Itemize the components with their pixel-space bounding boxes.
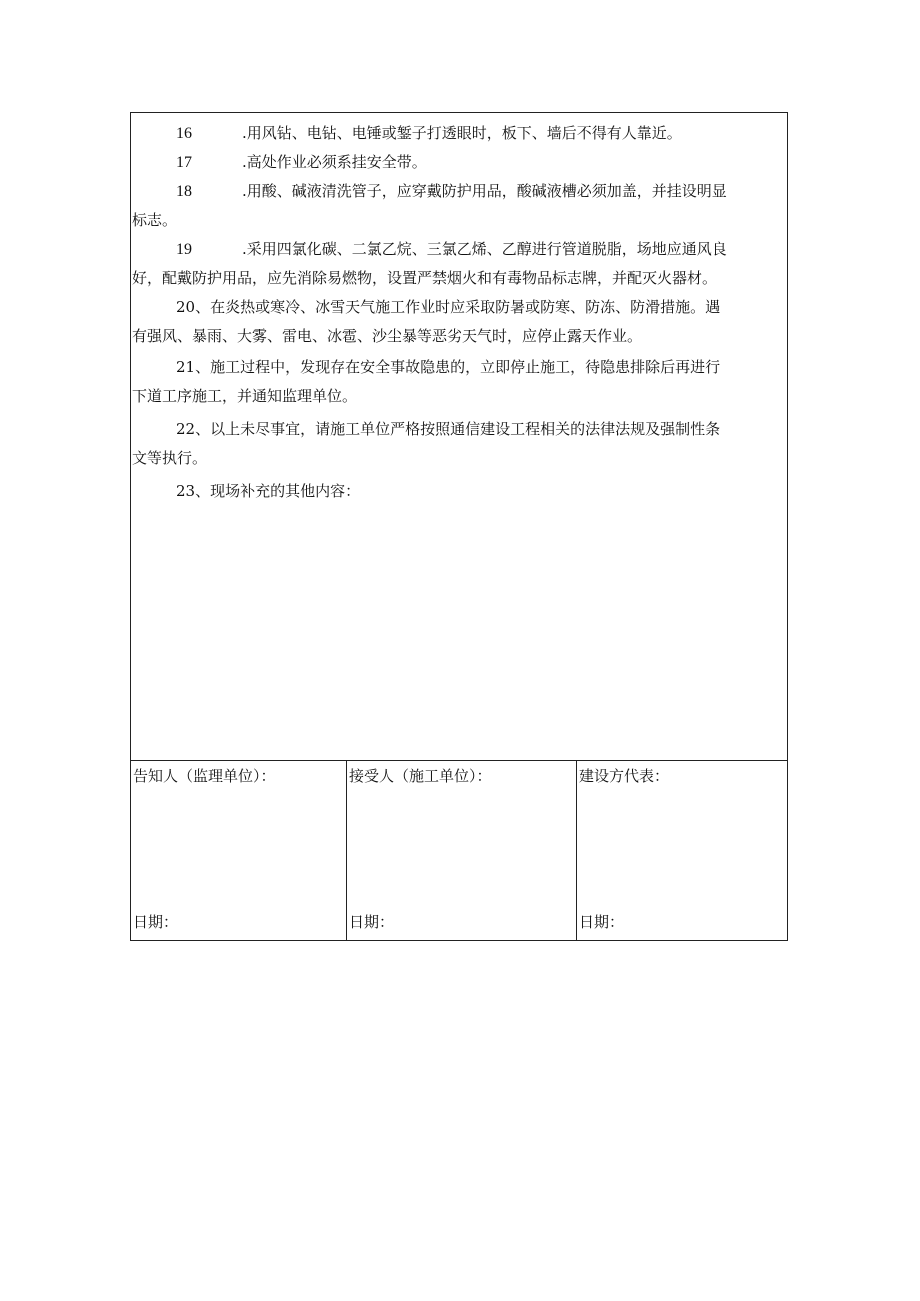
clause-text: .用酸、碱液清洗管子，应穿戴防护用品，酸碱液槽必须加盖，并挂设明显 [242,182,727,200]
owner-label: 建设方代表： [579,767,670,785]
paragraph-23 [131,477,787,506]
paragraph-text-continued: 有强风、暴雨、大雾、雷电、冰雹、沙尘暴等恶劣天气时，应停止露天作业。 [132,327,643,345]
clause-text: .采用四氯化碳、二氯乙烷、三氯乙烯、乙醇进行管道脱脂，场地应通风良 [242,240,727,258]
clauses-cell [131,113,787,761]
clause-16 [131,119,787,148]
paragraph-text-continued: 文等执行。 [132,449,208,467]
paragraph-text: 23、现场补充的其他内容： [176,482,361,500]
clause-number: 18 [176,183,192,200]
clause-18 [131,177,787,235]
clause-number: 16 [176,125,192,142]
paragraph-text: 22、以上未尽事宜，请施工单位严格按照通信建设工程相关的法律法规及强制性条 [176,420,721,438]
receiver-cell [347,761,577,940]
paragraph-21 [131,353,787,411]
notifier-date-label: 日期： [133,913,179,931]
owner-date-label: 日期： [579,913,625,931]
clause-19 [131,235,787,293]
clause-text-continued: 标志。 [132,211,178,229]
clause-text: .高处作业必须系挂安全带。 [242,153,427,171]
notifier-label: 告知人（监理单位）： [133,767,276,785]
paragraph-text-continued: 下道工序施工，并通知监理单位。 [132,387,358,405]
clause-text-continued: 好，配戴防护用品，应先消除易燃物，设置严禁烟火和有毒物品标志牌，并配灭火器材。 [132,269,718,287]
clause-17 [131,148,787,177]
clause-number: 19 [176,241,192,258]
receiver-label: 接受人（施工单位）： [349,767,492,785]
paragraph-text: 21、施工过程中，发现存在安全事故隐患的，立即停止施工，待隐患排除后再进行 [176,358,721,376]
paragraph-text: 20、在炎热或寒冷、冰雪天气施工作业时应采取防暑或防寒、防冻、防滑措施。遇 [176,298,721,316]
signature-row [131,761,787,940]
safety-notice-form [130,112,788,941]
paragraph-20 [131,293,787,351]
receiver-date-label: 日期： [349,913,395,931]
clause-text: .用风钻、电钻、电锤或錾子打透眼时，板下、墙后不得有人靠近。 [242,124,682,142]
notifier-cell [131,761,347,940]
clause-number: 17 [176,154,192,171]
paragraph-22 [131,415,787,473]
owner-cell [577,761,787,940]
